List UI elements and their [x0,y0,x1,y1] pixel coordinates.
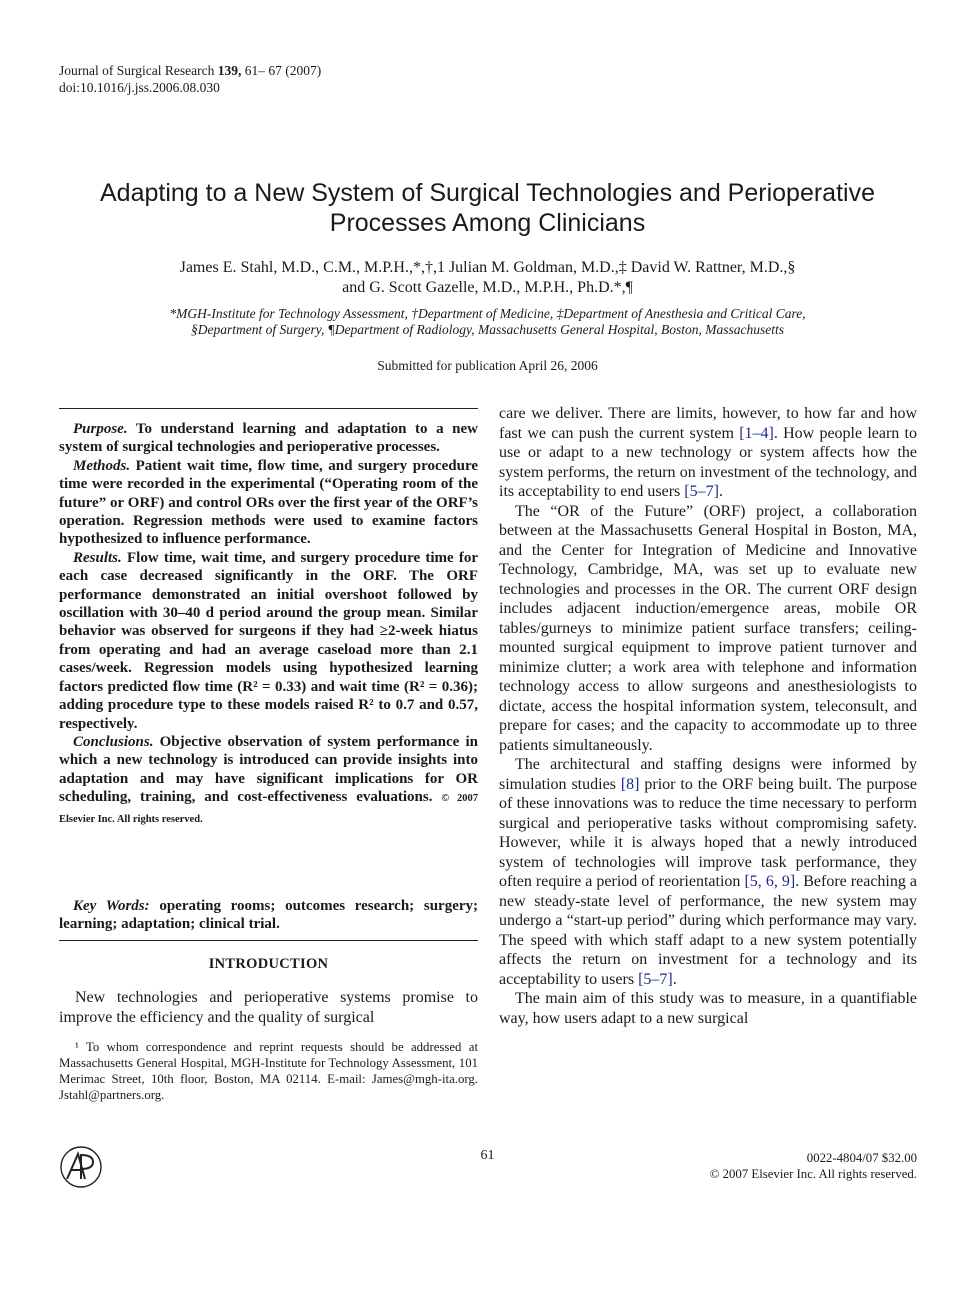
citation-link[interactable]: [5, 6, 9] [744,873,796,890]
citation-link[interactable]: [5–7] [638,970,673,988]
journal-volume: 139, [217,63,242,78]
abstract-purpose [59,420,478,457]
section-heading-introduction: INTRODUCTION [208,956,329,972]
abstract [59,420,478,829]
keywords-text: operating rooms; outcomes research; surgery; learning; adaptation; clinical trial. [59,898,478,933]
footer-copyright: © 2007 Elsevier Inc. All rights reserved. [709,1166,917,1181]
keywords-label: Key Words: [73,898,150,914]
journal-name: Journal of Surgical Research [59,63,215,78]
purpose-text: To understand learning and adaptation to a new system of surgical technologies and perioperative processes. [59,421,478,456]
keywords [59,897,478,934]
authors-line-2: and G. Scott Gazelle, M.D., M.P.H., Ph.D.*,¶ [342,278,633,296]
page-number: 61 [480,1148,495,1163]
p3-text-b: prior to the ORF being built. The purpose of these innovations was to reduce the time necessary to perform surgical and perioperative tasks without compromising safety. However, while it is always hoped that a newly introduced system of technologies will improve task performance, they often require a period of reorientation [499,775,918,890]
purpose-label: Purpose. [73,421,128,437]
right-column [499,404,917,1028]
title-line-2: Processes Among Clinicians [329,209,646,237]
paragraph-3 [499,755,917,989]
authors-line-1: James E. Stahl, M.D., C.M., M.P.H.,*,†,1 Julian M. Goldman, M.D.,‡ David W. Rattner, M.D.,§ [179,259,796,276]
affiliations-line-2: §Department of Surgery, ¶Department of Radiology, Massachusetts General Hospital, Boston, Massachusetts [190,322,784,337]
abstract-bottom-rule [59,940,478,941]
journal-header [59,62,321,96]
author-list [60,258,915,297]
abstract-top-rule [59,408,478,409]
academic-press-logo-icon [59,1145,103,1189]
intro-paragraph: New technologies and perioperative systems promise to improve the efficiency and the quality of surgical [59,989,478,1026]
abstract-results [59,549,478,733]
p3-text-d: . [672,970,677,988]
article-title [40,178,935,238]
citation-link[interactable]: [5–7] [684,483,719,500]
doi[interactable]: doi:10.1016/j.jss.2006.08.030 [59,80,220,95]
affiliations [60,306,915,338]
paragraph-4: The main aim of this study was to measure, in a quantifiable way, how users adapt to a new surgical [499,990,917,1027]
title-line-1: Adapting to a New System of Surgical Technologies and Perioperative [100,179,875,207]
issn-price: 0022-4804/07 $32.00 [806,1151,917,1165]
methods-text: Patient wait time, flow time, and surgery procedure time were recorded in the experimental (“Operating room of the future” or ORF) and control ORs over the first year of the ORF’s operation. Regression methods were used to examine factors hypothesized to influence performance. [59,457,478,548]
results-text: Flow time, wait time, and surgery procedure time for each case decreased significantly in the ORF. The ORF performance demonstrated an initial overshoot followed by oscillation with 30–40 d period around the group mean. Similar behavior was observed for surgeons if they had ≥2-week hiatus from operating and had an average caseload more than 2.1 cases/week. Regression models using hypothesized learning factors predicted flow time (R² = 0.33) and wait time (R² = 0.36); adding procedure type to these models raised R² to 0.7 and 0.57, respectively. [59,549,479,732]
p1-text-b: . How people learn to use or adapt to a new technology or system affects how the system performs, the return on investment of the technology, and its acceptability to end users [499,424,917,500]
correspondence-footnote: ¹ To whom correspondence and reprint requests should be addressed at Massachusetts General Hospital, MGH-Institute for Technology Assessment, 101 Merimac Street, 10th floor, Boston, MA 02114. E-mail: James@mgh-ita.org. Jstahl@partners.org. [59,1040,478,1102]
results-label: Results. [73,549,122,566]
p1-text-a: care we deliver. There are limits, however, to how far and how fast we can push the current system [499,405,917,442]
citation-link[interactable]: [1–4] [739,424,774,442]
conclusions-label: Conclusions. [73,733,154,750]
paragraph-2: The “OR of the Future” (ORF) project, a collaboration between at the Massachusetts General Hospital in Boston, MA, and the Center for Integration of Medicine and Innovative Technology, Cambridge, MA, was set up to evaluate new technologies and processes in the OR. The current ORF design includes adjacent induction/emergence areas, mobile OR tables/gurneys to minimize patient surface transfers; ceiling-mounted surgical equipment to improve patient turnover and minimize clutter; a work area with telephone and information technology access to allow surgeons and anesthesiologists to dictate, access the hospital information system, teleconsult, and prepare for cases; and the capacity to accommodate up to three patients simultaneously. [499,502,917,754]
abstract-rights: © 2007 Elsevier Inc. All rights reserved. [59,793,478,825]
p3-text-c: . Before reaching a new steady-state level of performance, the new system may undergo a “start-up period” during which performance may vary. The speed with which staff adapt to a new system potentially affects the return on investment for a technology and its acceptability to users [499,873,918,988]
submission-date: Submitted for publication April 26, 2006 [377,358,598,373]
footer-issn-copyright [710,1151,917,1182]
citation-link[interactable]: [8] [620,775,640,793]
affiliations-line-1: *MGH-Institute for Technology Assessment, †Department of Medicine, ‡Department of Anesthesia and Critical Care, [169,306,806,321]
conclusions-text: Objective observation of system performance in which a new technology is introduced can provide insights into adaptation and may have significant implications for OR scheduling, training, and cost-effectiveness evaluations. [59,733,478,806]
abstract-methods [59,457,478,549]
methods-label: Methods. [73,457,131,474]
paragraph-1 [499,404,917,502]
abstract-conclusions [59,733,478,829]
p1-text-c: . [718,483,723,500]
p3-text-a: The architectural and staffing designs were informed by simulation studies [499,756,917,793]
journal-pages-year: 61– 67 (2007) [244,63,322,78]
